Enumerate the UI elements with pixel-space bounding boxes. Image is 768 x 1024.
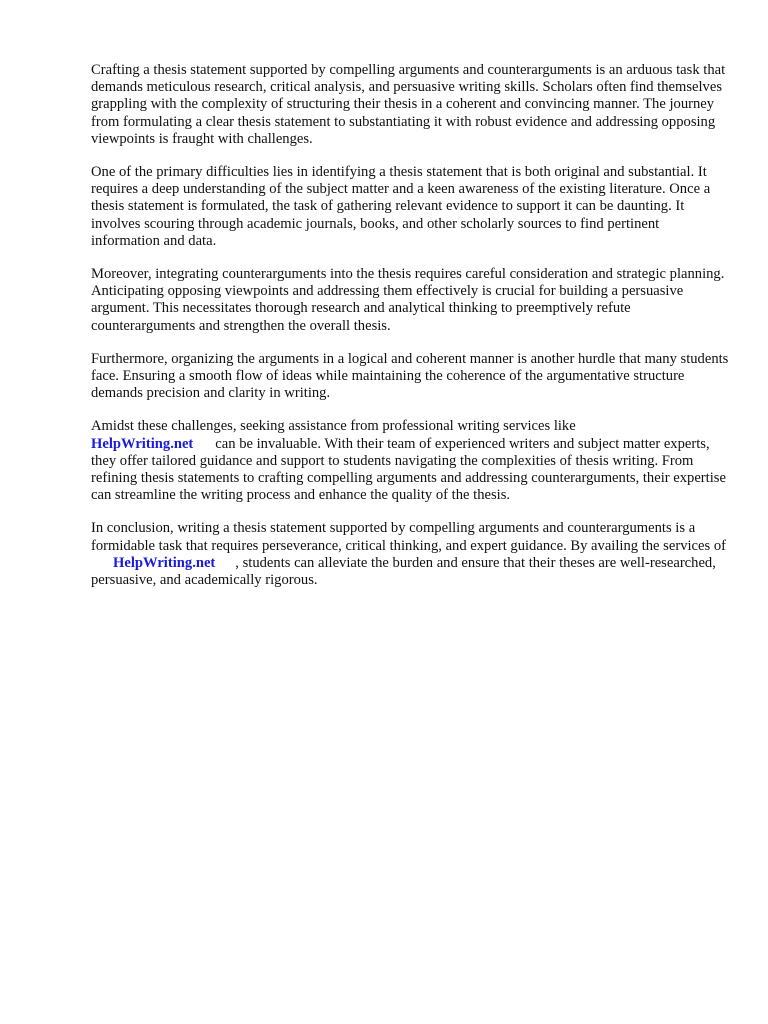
paragraph-assistance [91,418,731,504]
document-body [91,62,731,605]
assistance-text-before: Amidst these challenges, seeking assistance from professional writing services like [91,418,576,435]
paragraph-conclusion [91,520,731,589]
paragraph-counterarguments: Moreover, integrating counterarguments into the thesis requires careful consideration and strategic planning. Anticipating opposing viewpoints and addressing them effectively is crucial for building a persuasive argument. This necessitates thorough research and analytical thinking to preemptively refute counterarguments and strengthen the overall thesis. [91,266,725,334]
paragraph-intro: Crafting a thesis statement supported by compelling arguments and counterarguments is an arduous task that demands meticulous research, critical analysis, and persuasive writing skills. Scholars often find themselves grappling with the complexity of structuring their thesis in a coherent and convincing manner. The journey from formulating a clear thesis statement to substantiating it with robust evidence and addressing opposing viewpoints is fraught with challenges. [91,62,726,147]
conclusion-text-after: , students can alleviate the burden and ensure that their theses are well-researched, persuasive, and academically rigorous. [91,554,716,589]
helpwriting-link-conclusion[interactable]: HelpWriting.net [113,554,216,571]
helpwriting-link[interactable]: HelpWriting.net [91,435,194,452]
paragraph-difficulties: One of the primary difficulties lies in identifying a thesis statement that is both original and substantial. It requires a deep understanding of the subject matter and a keen awareness of the existing literature. Once a thesis statement is formulated, the task of gathering relevant evidence to support it can be daunting. It involves scouring through academic journals, books, and other scholarly sources to find pertinent information and data. [91,164,711,249]
paragraph-organizing: Furthermore, organizing the arguments in a logical and coherent manner is another hurdle that many students face. Ensuring a smooth flow of ideas while maintaining the coherence of the argumentative structure demands precision and clarity in writing. [91,350,729,402]
conclusion-text-before: In conclusion, writing a thesis statement supported by compelling arguments and counterarguments is a formidable task that requires perseverance, critical thinking, and expert guidance. By availing the services of [91,520,726,554]
assistance-text-after: can be invaluable. With their team of experienced writers and subject matter experts, they offer tailored guidance and support to students navigating the complexities of thesis writing. From refining thesis statements to crafting compelling arguments and addressing counterarguments, their expertise can streamline the writing process and enhance the quality of the thesis. [91,435,726,504]
